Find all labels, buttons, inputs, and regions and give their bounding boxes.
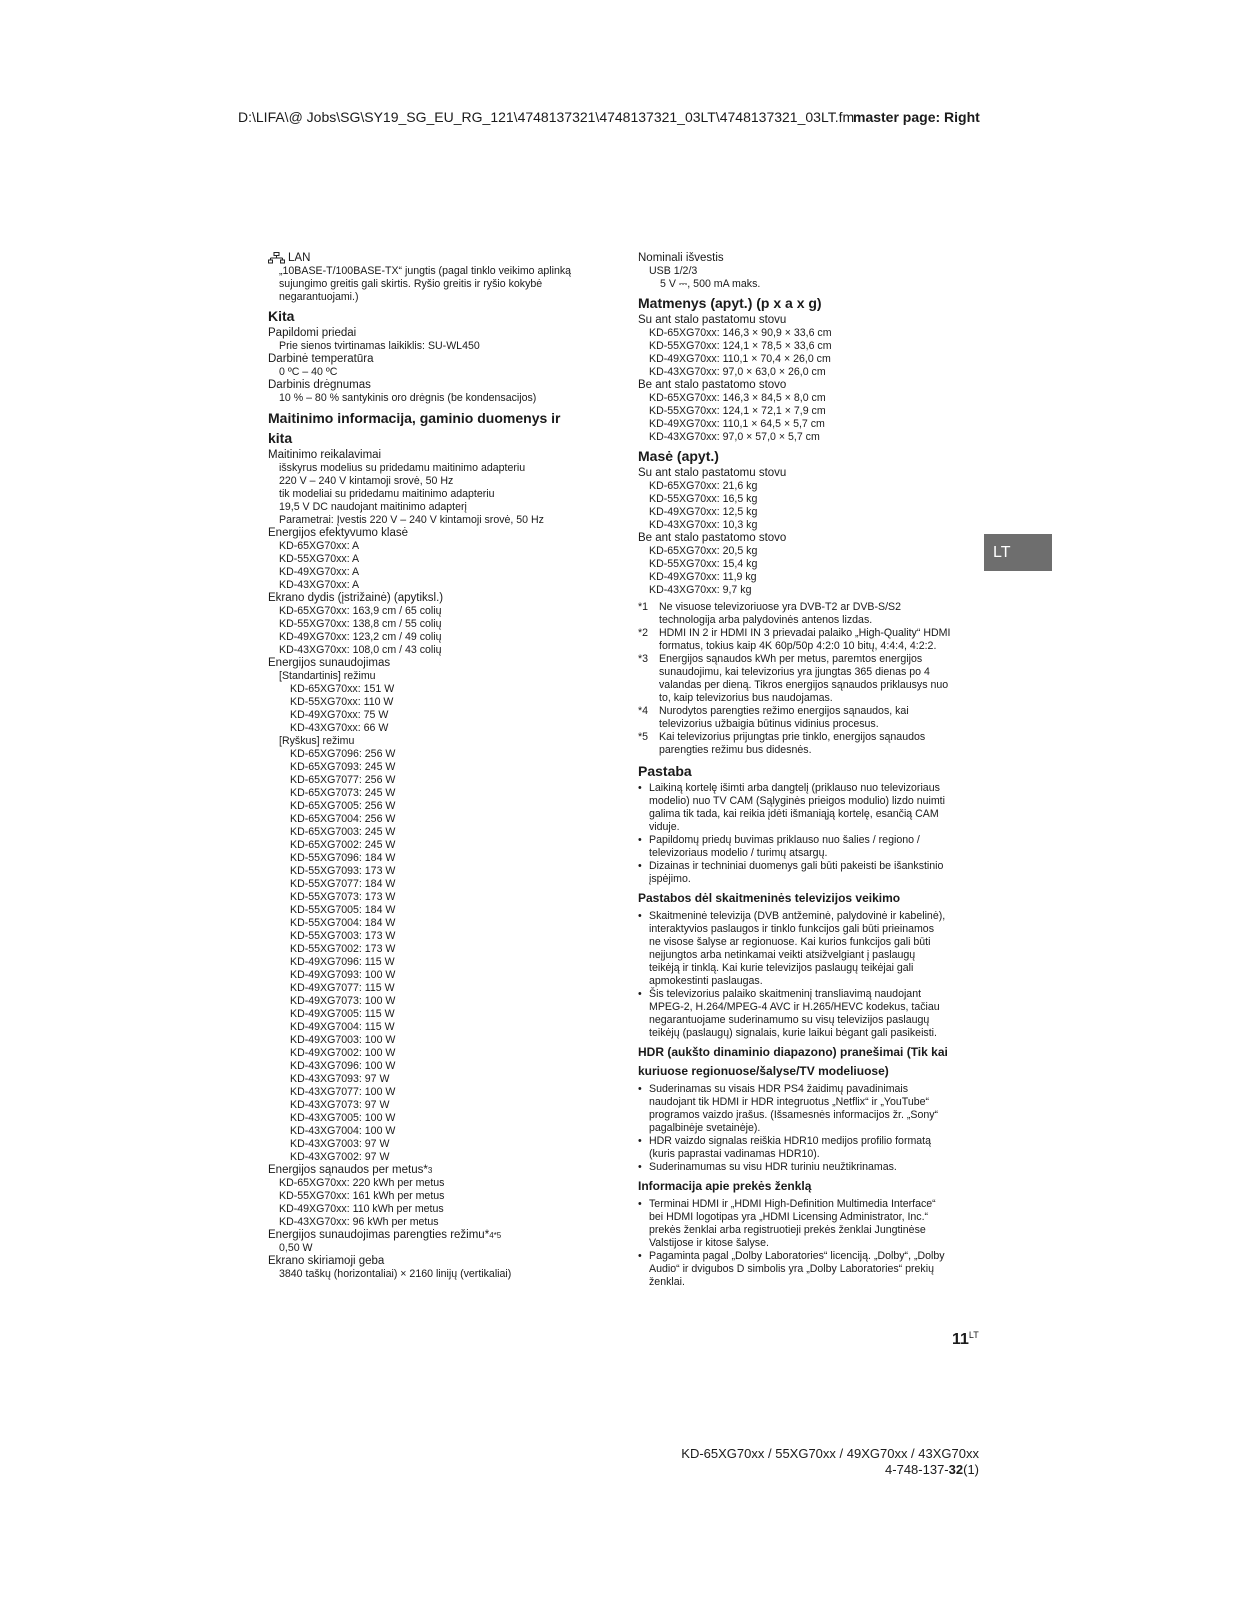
text-line: interaktyvios paslaugos ir tinklo funkcijos gali būti prieinamos <box>649 923 934 935</box>
text-line: negarantuojame suderinamumo su visų televizijos paslaugų <box>649 1014 930 1026</box>
mase-su-label: Su ant stalo pastatomu stovu <box>638 467 787 479</box>
text-line: teikėjų (paslaugų) signalais, kurie laikui bėgant gali pasikeisti. <box>649 1027 937 1039</box>
list-item: KD-55XG70xx: A <box>279 553 360 565</box>
mase-su-list <box>638 480 978 532</box>
mase-be-list <box>638 545 978 597</box>
bullet-dot-icon: • <box>638 782 642 794</box>
bullet-item <box>638 1161 978 1174</box>
text-line: Ne visuose televizoriuose yra DVB-T2 ar DVB-S/S2 <box>659 601 901 613</box>
sunaudojimas-label: Energijos sunaudojimas <box>268 657 391 669</box>
bullet-text <box>649 910 945 988</box>
be-stovo-label: Be ant stalo pastatomo stovo <box>638 379 787 391</box>
text-line: bei HDMI logotipas yra „HDMI Licensing Administrator, Inc.“ <box>649 1211 929 1223</box>
text-line: Papildomų priedų buvimas priklauso nuo šalies / regiono / <box>649 834 920 846</box>
right-column <box>638 252 978 1289</box>
metus-list <box>268 1177 603 1229</box>
text-line: apmokestinti paslaugas. <box>649 975 763 987</box>
list-item: KD-65XG70xx: 20,5 kg <box>649 545 758 557</box>
text-line: įspėjimo. <box>649 873 691 885</box>
list-item: KD-43XG7096: 100 W <box>290 1060 396 1072</box>
footnote-key: *1 <box>638 601 649 613</box>
su-stovu-label: Su ant stalo pastatomu stovu <box>638 314 787 326</box>
list-item: KD-49XG70xx: 110,1 × 70,4 × 26,0 cm <box>649 353 831 365</box>
list-item: KD-65XG70xx: 146,3 × 90,9 × 33,6 cm <box>649 327 832 339</box>
text-line: Suderinamumas su visu HDR turiniu neužtikrinamas. <box>649 1161 897 1173</box>
bullet-dot-icon: • <box>638 1250 642 1262</box>
list-item: KD-55XG70xx: 15,4 kg <box>649 558 758 570</box>
dregnumas-label: Darbinis drėgnumas <box>268 379 371 391</box>
skiriamoji-value: 3840 taškų (horizontaliai) × 2160 linijų (vertikaliai) <box>279 1268 512 1280</box>
isvestis-usb: USB 1/2/3 <box>649 265 698 277</box>
standartinis-list <box>268 683 603 735</box>
bullet-item <box>638 1135 978 1161</box>
klase-list <box>268 540 603 592</box>
bullet-item <box>638 910 978 988</box>
text-line: Laikiną kortelę išimti arba dangtelį (priklauso nuo televizoriaus <box>649 782 940 794</box>
list-item: 19,5 V DC naudojant maitinimo adapterį <box>279 501 467 513</box>
page-number-suffix: LT <box>968 1330 979 1340</box>
footnote-text <box>659 731 925 757</box>
label-text: Energijos sunaudojimas parengties režimu* <box>268 1229 490 1241</box>
code-suffix: (1) <box>963 1462 979 1477</box>
heading-line: Maitinimo informacija, gaminio duomenys ir <box>268 410 561 426</box>
list-item: KD-65XG7002: 245 W <box>290 839 396 851</box>
be-stovo-list <box>638 392 978 444</box>
footnote-key: *5 <box>638 731 649 743</box>
skaitmenines-heading: Pastabos dėl skaitmeninės televizijos veikimo <box>638 891 901 905</box>
list-item: KD-55XG7093: 173 W <box>290 865 396 877</box>
footnote-text <box>659 653 948 705</box>
footnote-ref: 4*5 <box>489 1231 502 1240</box>
list-item: KD-65XG7003: 245 W <box>290 826 396 838</box>
bullet-text <box>649 1083 938 1135</box>
text-line: televizoriaus modelio / turimų atsargų. <box>649 847 828 859</box>
footnote-key: *3 <box>638 653 649 665</box>
bullet-text <box>649 1250 945 1289</box>
bullet-dot-icon: • <box>638 988 642 1000</box>
footnotes <box>638 601 978 757</box>
footnote-key: *4 <box>638 705 649 717</box>
list-item: KD-49XG70xx: 12,5 kg <box>649 506 758 518</box>
bullet-item <box>638 834 978 860</box>
temp-label: Darbinė temperatūra <box>268 353 374 365</box>
list-item: KD-43XG70xx: 96 kWh per metus <box>279 1216 439 1228</box>
list-item: KD-55XG70xx: 124,1 × 78,5 × 33,6 cm <box>649 340 832 352</box>
mase-be-label: Be ant stalo pastatomo stovo <box>638 532 787 544</box>
bullet-text <box>649 1198 936 1250</box>
bullet-item <box>638 860 978 886</box>
code-bold: 32 <box>948 1462 964 1477</box>
hdr-list <box>638 1083 978 1174</box>
text-line: Šis televizorius palaiko skaitmeninį transliavimą naudojant <box>649 988 922 1000</box>
matmenys-heading: Matmenys (apyt.) (p x a x g) <box>638 295 822 311</box>
text-line: sunaudojimu, kai televizorius yra įjungtas 365 dienas po 4 <box>659 666 930 678</box>
bullet-item <box>638 988 978 1040</box>
list-item: KD-49XG7073: 100 W <box>290 995 396 1007</box>
list-item: KD-43XG70xx: A <box>279 579 360 591</box>
zenklas-heading: Informacija apie prekės ženklą <box>638 1179 812 1193</box>
text-line: negarantuojami.) <box>279 291 359 303</box>
text-line: ženklai. <box>649 1276 685 1288</box>
ekrano-list <box>268 605 603 657</box>
text-line: Nurodytos parengties režimo energijos sąnaudos, kai <box>659 705 909 717</box>
list-item: KD-65XG70xx: 220 kWh per metus <box>279 1177 445 1189</box>
list-item: KD-55XG70xx: 110 W <box>290 696 394 708</box>
list-item: KD-43XG70xx: 10,3 kg <box>649 519 758 531</box>
heading-line: HDR (aukšto dinaminio diapazono) pranešimai (Tik kai <box>638 1045 948 1059</box>
list-item: KD-43XG70xx: 66 W <box>290 722 389 734</box>
list-item: KD-55XG7073: 173 W <box>290 891 396 903</box>
maitinimo-heading <box>268 408 603 448</box>
text-line: technologija arba palydovinės antenos lizdas. <box>659 614 873 626</box>
bullet-dot-icon: • <box>638 1161 642 1173</box>
list-item: KD-49XG70xx: 110 kWh per metus <box>279 1203 444 1215</box>
text-line: programos vaizdo įrašus. (Išsamesnės informacijos žr. „Sony“ <box>649 1109 939 1121</box>
list-item: KD-49XG7003: 100 W <box>290 1034 396 1046</box>
text-line: formatus, tokius kaip 4K 60p/50p 4:2:0 10 bitų, 4:4:4, 4:2:2. <box>659 640 937 652</box>
footnote-item <box>638 653 978 705</box>
lan-heading <box>268 252 603 265</box>
list-item: KD-65XG7077: 256 W <box>290 774 396 786</box>
text-line: viduje. <box>649 821 680 833</box>
footnote-item <box>638 705 978 731</box>
text-line: modelio) nuo TV CAM (Sąlyginės prieigos modulio) lizdo nuimti <box>649 795 945 807</box>
list-item: KD-43XG7077: 100 W <box>290 1086 396 1098</box>
lan-title: LAN <box>288 252 311 264</box>
text-line: valandas per dieną. Tikros energijos sąnaudos priklausys nuo <box>659 679 949 691</box>
text-line: teikėją ir tinklą. Kai kurie televizijos paslaugų teikėjai gali <box>649 962 914 974</box>
bullet-dot-icon: • <box>638 1135 642 1147</box>
text-line: galima tik tada, kai reikia įdėti išmaniąją kortelę, esančią CAM <box>649 808 939 820</box>
list-item: KD-65XG70xx: 146,3 × 84,5 × 8,0 cm <box>649 392 826 404</box>
pastaba-list <box>638 782 978 886</box>
label-text: Energijos sąnaudos per metus* <box>268 1164 428 1176</box>
code-prefix: 4-748-137- <box>885 1462 949 1477</box>
ekrano-label: Ekrano dydis (įstrižainė) (apytiksl.) <box>268 592 444 604</box>
parengties-label <box>268 1229 603 1242</box>
list-item: KD-43XG70xx: 97,0 × 63,0 × 26,0 cm <box>649 366 826 378</box>
master-page-label: master page: Right <box>853 109 980 125</box>
footnote-item <box>638 731 978 757</box>
file-path: D:\LIFA\@ Jobs\SG\SY19_SG_EU_RG_121\4748137321\4748137321_03LT\4748137321_03LT.fm <box>238 109 855 125</box>
list-item: KD-49XG7005: 115 W <box>290 1008 395 1020</box>
list-item: KD-65XG7005: 256 W <box>290 800 396 812</box>
text-line: Dizainas ir techniniai duomenys gali būti pakeisti be išankstinio <box>649 860 944 872</box>
list-item: KD-55XG70xx: 124,1 × 72,1 × 7,9 cm <box>649 405 826 417</box>
list-item: KD-49XG7093: 100 W <box>290 969 396 981</box>
list-item: KD-43XG70xx: 9,7 kg <box>649 584 752 596</box>
text-line: Audio“ ir dvigubos D simbolis yra „Dolby Laboratories“ prekių <box>649 1263 934 1275</box>
text-line: Skaitmeninė televizija (DVB antžeminė, palydovinė ir kabelinė), <box>649 910 946 922</box>
footnote-text <box>659 627 950 653</box>
list-item: KD-55XG70xx: 161 kWh per metus <box>279 1190 445 1202</box>
pastaba-heading: Pastaba <box>638 763 692 779</box>
text-line: Pagaminta pagal „Dolby Laboratories“ licenciją. „Dolby“, „Dolby <box>649 1250 945 1262</box>
dregnumas-value: 10 % – 80 % santykinis oro drėgnis (be kondensacijos) <box>279 392 537 404</box>
list-item: KD-55XG7003: 173 W <box>290 930 396 942</box>
list-item: KD-65XG70xx: A <box>279 540 360 552</box>
isvestis-label: Nominali išvestis <box>638 252 724 264</box>
list-item: KD-49XG70xx: 123,2 cm / 49 colių <box>279 631 442 643</box>
text-line: prekės ženklai arba registruotieji prekės ženklai Jungtinėse <box>649 1224 926 1236</box>
list-item: Parametrai: Įvestis 220 V – 240 V kintamoji srovė, 50 Hz <box>279 514 544 526</box>
isvestis-value: 5 V ⎓, 500 mA maks. <box>660 278 761 290</box>
text-line: (kuris paprastai vadinamas HDR10). <box>649 1148 820 1160</box>
list-item: 220 V – 240 V kintamoji srovė, 50 Hz <box>279 475 454 487</box>
text-line: naudojant tik HDMI ir HDR integruotus „Netflix“ ir „YouTube“ <box>649 1096 930 1108</box>
language-tab: LT <box>984 534 1052 571</box>
list-item: KD-43XG70xx: 97,0 × 57,0 × 5,7 cm <box>649 431 820 443</box>
footnote-text <box>659 601 901 627</box>
footnote-key: *2 <box>638 627 649 639</box>
text-line: Kai televizorius prijungtas prie tinklo, energijos sąnaudos <box>659 731 926 743</box>
text-line: televizorius užbaigia būtinus vidinius procesus. <box>659 718 879 730</box>
footnote-item <box>638 627 978 653</box>
list-item: KD-49XG70xx: 75 W <box>290 709 389 721</box>
list-item: KD-65XG7073: 245 W <box>290 787 396 799</box>
kita-heading: Kita <box>268 308 295 324</box>
bullet-dot-icon: • <box>638 910 642 922</box>
list-item: išskyrus modelius su pridedamu maitinimo adapteriu <box>279 462 526 474</box>
bullet-item <box>638 1083 978 1135</box>
text-line: to, kaip televizorius bus naudojamas. <box>659 692 833 704</box>
bullet-text <box>649 1135 931 1161</box>
list-item: KD-49XG7002: 100 W <box>290 1047 396 1059</box>
footnote-ref: 3 <box>427 1166 433 1175</box>
text-line: „10BASE-T/100BASE-TX“ jungtis (pagal tinklo veikimo aplinką <box>279 265 572 277</box>
reikalavimai-label: Maitinimo reikalavimai <box>268 449 382 461</box>
list-item: KD-55XG70xx: 138,8 cm / 55 colių <box>279 618 442 630</box>
list-item: KD-43XG70xx: 108,0 cm / 43 colių <box>279 644 442 656</box>
page-number-value: 11 <box>952 1331 969 1348</box>
list-item: KD-43XG7004: 100 W <box>290 1125 396 1137</box>
text-line: neįjungtos arba netinkamai veikti atsižvelgiant į paslaugų <box>649 949 916 961</box>
bullet-text <box>649 1161 897 1174</box>
bullet-dot-icon: • <box>638 1083 642 1095</box>
lan-text <box>268 265 603 304</box>
text-line: HDMI IN 2 ir HDMI IN 3 prievadai palaiko „High-Quality“ HDMI <box>659 627 951 639</box>
metus-label <box>268 1164 603 1177</box>
bullet-item <box>638 1250 978 1289</box>
bullet-text <box>649 782 945 834</box>
list-item: KD-65XG70xx: 163,9 cm / 65 colių <box>279 605 442 617</box>
text-line: MPEG-2, H.264/MPEG-4 AVC ir H.265/HEVC kodekus, tačiau <box>649 1001 940 1013</box>
bullet-item <box>638 782 978 834</box>
text-line: ne visose šalyse ar regionuose. Kai kurios funkcijos gali būti <box>649 936 931 948</box>
parengties-value: 0,50 W <box>279 1242 313 1254</box>
skaitmenines-list <box>638 910 978 1040</box>
footnote-text <box>659 705 909 731</box>
text-line: HDR vaizdo signalas reiškia HDR10 medijos profilio formatą <box>649 1135 932 1147</box>
list-item: KD-55XG7005: 184 W <box>290 904 396 916</box>
list-item: KD-43XG7093: 97 W <box>290 1073 390 1085</box>
papildomi-value: Prie sienos tvirtinamas laikiklis: SU-WL450 <box>279 340 480 352</box>
list-item: KD-49XG7096: 115 W <box>290 956 395 968</box>
reikalavimai-list <box>268 462 603 527</box>
list-item: KD-43XG7005: 100 W <box>290 1112 396 1124</box>
skiriamoji-label: Ekrano skiriamoji geba <box>268 1255 385 1267</box>
list-item: KD-43XG7002: 97 W <box>290 1151 390 1163</box>
list-item: KD-65XG7096: 256 W <box>290 748 396 760</box>
bullet-dot-icon: • <box>638 834 642 846</box>
bullet-text <box>649 860 943 886</box>
text-line: Energijos sąnaudos kWh per metus, paremtos energijos <box>659 653 923 665</box>
heading-line: kuriuose regionuose/šalyse/TV modeliuose) <box>638 1064 889 1078</box>
text-line: sujungimo greitis gali skirtis. Ryšio greitis ir ryšio kokybė <box>279 278 543 290</box>
su-stovu-list <box>638 327 978 379</box>
footnote-item <box>638 601 978 627</box>
ryskus-list <box>268 748 603 1164</box>
list-item: KD-65XG7004: 256 W <box>290 813 396 825</box>
list-item: KD-49XG7077: 115 W <box>290 982 395 994</box>
list-item: KD-49XG70xx: 11,9 kg <box>649 571 757 583</box>
bullet-text <box>649 834 920 860</box>
text-line: Terminai HDMI ir „HDMI High-Definition Multimedia Interface“ <box>649 1198 936 1210</box>
list-item: KD-65XG7093: 245 W <box>290 761 396 773</box>
text-line: pagalbinėje svetainėje). <box>649 1122 761 1134</box>
bullet-dot-icon: • <box>638 1198 642 1210</box>
temp-value: 0 ºC – 40 ºC <box>279 366 338 378</box>
list-item: KD-49XG70xx: A <box>279 566 360 578</box>
bullet-text <box>649 988 940 1040</box>
list-item: KD-65XG70xx: 21,6 kg <box>649 480 758 492</box>
footer-models: KD-65XG70xx / 55XG70xx / 49XG70xx / 43XG70xx <box>681 1446 979 1461</box>
klase-label: Energijos efektyvumo klasė <box>268 527 408 539</box>
list-item: KD-55XG7096: 184 W <box>290 852 396 864</box>
papildomi-label: Papildomi priedai <box>268 327 357 339</box>
bullet-item <box>638 1198 978 1250</box>
list-item: KD-55XG70xx: 16,5 kg <box>649 493 758 505</box>
page-number <box>952 1331 979 1349</box>
lan-network-icon <box>268 252 285 264</box>
zenklas-list <box>638 1198 978 1289</box>
list-item: KD-55XG7004: 184 W <box>290 917 396 929</box>
standartinis-label: [Standartinis] režimu <box>279 670 376 682</box>
ryskus-label: [Ryškus] režimu <box>279 735 355 747</box>
list-item: KD-43XG7003: 97 W <box>290 1138 390 1150</box>
list-item: KD-65XG70xx: 151 W <box>290 683 395 695</box>
hdr-heading <box>638 1043 978 1081</box>
mase-heading: Masė (apyt.) <box>638 448 719 464</box>
list-item: tik modeliai su pridedamu maitinimo adapteriu <box>279 488 495 500</box>
list-item: KD-43XG7073: 97 W <box>290 1099 390 1111</box>
list-item: KD-49XG70xx: 110,1 × 64,5 × 5,7 cm <box>649 418 825 430</box>
bullet-dot-icon: • <box>638 860 642 872</box>
list-item: KD-49XG7004: 115 W <box>290 1021 395 1033</box>
text-line: Suderinamas su visais HDR PS4 žaidimų pavadinimais <box>649 1083 909 1095</box>
text-line: parengties režimu bus didesnės. <box>659 744 812 756</box>
left-column <box>268 252 603 1281</box>
heading-line: kita <box>268 430 293 446</box>
footer-code <box>885 1462 979 1477</box>
list-item: KD-55XG7002: 173 W <box>290 943 396 955</box>
text-line: Valstijose ir kitose šalyse. <box>649 1237 769 1249</box>
list-item: KD-55XG7077: 184 W <box>290 878 396 890</box>
